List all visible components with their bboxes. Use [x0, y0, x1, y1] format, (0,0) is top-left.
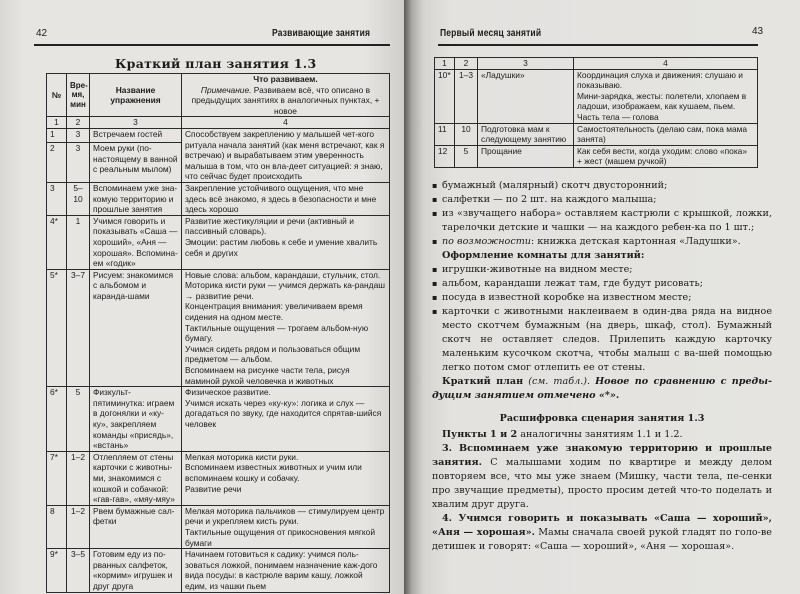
- row-no: 10*: [435, 69, 455, 123]
- row-name: Физкульт-пятиминутка: играем в догонялки и «ку-ку», закрепляем команды «присядь», «встань»: [90, 387, 182, 452]
- row-name: Учимся говорить и показывать «Саша — хороший», «Аня — хорошая». Вспомина-ем «годик»: [90, 215, 182, 269]
- table-row: [47, 269, 390, 387]
- header-rule: [34, 44, 390, 46]
- table-row: [435, 145, 758, 167]
- room-heading: Оформление комнаты для занятий:: [442, 250, 645, 261]
- points-text: аналогичны занятиям 1.1 и 1.2.: [520, 429, 683, 440]
- list-item: ▪ посуда в известной коробке на известном месте;: [432, 291, 772, 305]
- row-name: Вспоминаем уже зна-комую территорию и прошлые занятия: [90, 182, 182, 215]
- room-list: [432, 263, 772, 375]
- row-time: 5–10: [67, 182, 90, 215]
- row-time: 3–5: [67, 549, 90, 592]
- row-what: [182, 387, 390, 452]
- row-what: [182, 269, 390, 387]
- list-item: ▪ из «звучащего набора» оставляем кастрюли с крышкой, ложки, тарелочки детские и чашки — на каждого ребен-ка по 1 шт.;: [432, 207, 772, 235]
- row-name: Встречаем гостей: [90, 128, 182, 142]
- col-number: 2: [455, 58, 478, 70]
- what-line: Начинаем готовиться к садику: учимся поль-зоваться ложкой, понимаем назначение каж-дого вида посуды: в кастрюле варим кашу, ложкой едим, из чашки пьем: [185, 549, 378, 591]
- row-what: Способствуем закреплению у малышей чет-кого ритуала начала занятий (как меня встречают, как я встречаю) и вырабатываем этим уверенность малыша в том, что он вла-деет ситуацией: я знаю, что сейчас будет происходить: [182, 128, 390, 182]
- header-rule: [438, 44, 758, 46]
- header-name: Название упражнения: [90, 74, 182, 117]
- row-time: 5: [455, 145, 478, 167]
- plan-ref: (см. табл.).: [528, 376, 591, 387]
- row-time: 1–2: [67, 451, 90, 505]
- header-no: №: [47, 74, 67, 117]
- section-heading: Расшифровка сценария занятия 1.3: [499, 413, 705, 424]
- body-text: [432, 179, 772, 554]
- row-what: Закрепление устойчивого ощущения, что мне здесь всё знакомо, я здесь в безопасности и мне здесь хорошо: [182, 182, 390, 215]
- page-number: 42: [36, 28, 48, 39]
- row-no: 2: [47, 143, 67, 183]
- row-what: [574, 145, 758, 167]
- right-running-title: [440, 28, 559, 39]
- row-name: Рисуем: знакомимся с альбомом и каранда-шами: [90, 269, 182, 387]
- row-name: «Ладушки»: [478, 69, 574, 123]
- what-line: Эмоции: растим любовь к себе и умение хвалить себя и других: [185, 236, 378, 258]
- what-line: Моторика кисти руки — учимся держать ка-рандаш → развитие речи.: [185, 280, 385, 301]
- column-number-row: [47, 117, 390, 129]
- table-row: [47, 215, 390, 269]
- row-no: 8: [47, 505, 67, 548]
- what-line: Вспоминаем известных животных и учим или вспоминаем кошку и собачку.: [185, 462, 362, 483]
- item3-text: С малышами ходим по квартире и между делом повторяем все, что мы уже знаем (Мишку, части тела, пе-сенки про звучащие предметы), просто просим детей что-то поделать и хвалим друг друга.: [432, 457, 772, 510]
- running-title: Первый месяц занятий: [440, 28, 542, 39]
- col-number: 1: [47, 117, 67, 129]
- optional-label: по возможности: [442, 236, 531, 247]
- list-item: [432, 235, 772, 249]
- table-row: [47, 451, 390, 505]
- table-row: [435, 123, 758, 145]
- what-line: Самостоятельность (делаю сам, пока мама занята): [577, 123, 748, 145]
- what-line: Учимся сидеть рядом и пользоваться общим предметом — альбом.: [185, 343, 361, 365]
- plan-paragraph: [432, 375, 772, 403]
- item4-paragraph: [432, 512, 772, 554]
- row-no: 5*: [47, 269, 67, 387]
- what-line: Тактильные ощущения — трогаем альбом-ную бумагу.: [185, 322, 369, 344]
- materials-list: [432, 179, 772, 249]
- row-no: 11: [435, 123, 455, 145]
- col-number: 4: [574, 58, 758, 70]
- what-line: Часть тела — голова: [577, 111, 659, 122]
- what-line: Тактильные ощущения от прикосновения мягкой бумаги: [185, 526, 376, 548]
- item3-bold: 3. Вспоминаем уже знакомую территорию и прошлые занятия.: [432, 443, 772, 468]
- row-what: [182, 215, 390, 269]
- item3-paragraph: [432, 442, 772, 512]
- lesson-plan-table: [46, 73, 390, 593]
- item4-text: Мамы сначала своей рукой гладят по голо-ве детишек и говорят: «Саша — хороший», «Аня — хорошая».: [432, 527, 772, 552]
- running-title: Развивающие занятия: [272, 28, 371, 39]
- row-time: 10: [455, 123, 478, 145]
- what-line: Новые слова: альбом, карандаши, стульчик, стол.: [185, 269, 381, 280]
- list-item: ▪ альбом, карандаши лежат там, где будут рисовать;: [432, 277, 772, 291]
- row-time: 3: [67, 143, 90, 183]
- row-no: 3: [47, 182, 67, 215]
- header-what: [182, 74, 390, 117]
- list-item: ▪ карточки с животными наклеиваем в один-два ряда на видное место скотчем бумажным (на дверь, шкаф, стол). Бумажный скотч не оставляет следов. Прилепить каждую карточку маленьким кусочком скотча, чтобы малыш с ва-шей помощью легко потом смог отлепить ее от стены.: [432, 305, 772, 375]
- what-line: Развитие речи: [185, 483, 242, 494]
- points-bold: Пункты 1 и 2: [442, 429, 518, 440]
- table-row: [47, 387, 390, 452]
- header-note-text: Развиваем всё, что описано в предыдущих занятиях в аналогичных пунктах, + новое: [191, 84, 380, 116]
- row-what: [182, 549, 390, 592]
- row-no: 7*: [47, 451, 67, 505]
- table-row: [47, 182, 390, 215]
- item4-bold: 4. Учимся говорить и показывать «Саша — хороший», «Аня — хорошая».: [432, 513, 772, 538]
- what-line: Вспоминаем на рисунке части тела, рисуя маминой рукой человечка и животных: [185, 365, 350, 386]
- table-title: Краткий план занятия 1.3: [115, 56, 317, 71]
- what-line: Концентрация внимания: увеличиваем время сидения на одном месте.: [185, 301, 363, 323]
- row-what: [182, 505, 390, 548]
- row-no: 12: [435, 145, 455, 167]
- plan-label: Краткий план: [442, 376, 524, 387]
- header-what-title: Что развиваем.: [253, 74, 318, 84]
- row-time: 3–7: [67, 269, 90, 387]
- what-line: Учимся искать через «ку-ку»: логика и слух — догадаться по звуку, где находится спрятав-шийся человек: [185, 397, 382, 429]
- right-page-number: [752, 26, 763, 37]
- list-item: ▪ игрушки-животные на видном месте;: [432, 263, 772, 277]
- row-name: Отлепляем от стены карточки с животны-ми, знакомимся с кошкой и собачкой: «гав-гав», «мяу-мяу»: [90, 451, 182, 505]
- page-number: 43: [752, 26, 764, 37]
- what-line: Мелкая моторика кисти руки.: [185, 451, 299, 462]
- left-running-title: [272, 28, 388, 39]
- row-no: 9*: [47, 549, 67, 592]
- what-line: Мелкая моторика пальчиков — стимулируем центр речи и укрепляем кисть руки.: [185, 505, 385, 527]
- header-time: Вре-мя, мин: [67, 74, 90, 117]
- what-line: Координация слуха и движения: слушаю и показываю.: [577, 69, 743, 91]
- col-number: 3: [90, 117, 182, 129]
- col-number: 2: [67, 117, 90, 129]
- points-paragraph: [432, 428, 772, 442]
- col-number: 1: [435, 58, 455, 70]
- row-name: Моем руки (по-настоящему в ванной с реальным мылом): [90, 143, 182, 183]
- what-line: Как себя вести, когда уходим: слово «пока» + жест (машем ручкой): [577, 145, 747, 167]
- header-note-label: Примечание.: [200, 84, 252, 95]
- lesson-plan-table-continued: [434, 57, 758, 168]
- row-what: [574, 123, 758, 145]
- row-no: 1: [47, 128, 67, 142]
- list-item: ▪ бумажный (малярный) скотч двусторонний;: [432, 179, 772, 193]
- table-header-row: [47, 74, 390, 117]
- row-what: [182, 451, 390, 505]
- what-line: Развитие жестикуляции и речи (активный и пассивный словарь).: [185, 215, 354, 237]
- row-name: Рвем бумажные сал-фетки: [90, 505, 182, 548]
- col-number: 3: [478, 58, 574, 70]
- row-time: 1–2: [67, 505, 90, 548]
- row-time: 3: [67, 128, 90, 142]
- row-time: 5: [67, 387, 90, 452]
- row-name: Готовим еду из по-рванных салфеток, «кормим» игрушек и друг друга: [90, 549, 182, 592]
- table-row: [435, 69, 758, 123]
- row-what: [574, 69, 758, 123]
- plan-note: Новое по сравнению с преды-дущим занятием отмечено «*».: [432, 376, 772, 401]
- row-name: Прощание: [478, 145, 574, 167]
- table-row: [47, 505, 390, 548]
- table-row: [47, 549, 390, 592]
- column-number-row: [435, 58, 758, 70]
- what-line: Физическое развитие.: [185, 387, 271, 398]
- what-line: Мини-зарядка, жесты: полетели, хлопаем в ладоши, изображаем, как кушаем, пьем.: [577, 90, 747, 112]
- table-row: [47, 128, 390, 142]
- row-time: 1: [67, 215, 90, 269]
- left-page-number: [36, 28, 47, 39]
- col-number: 4: [182, 117, 390, 129]
- row-name: Подготовка мам к следующему занятию: [478, 123, 574, 145]
- row-no: 4*: [47, 215, 67, 269]
- optional-text: : книжка детская картонная «Ладушки».: [530, 236, 741, 247]
- row-no: 6*: [47, 387, 67, 452]
- list-item: ▪ салфетки — по 2 шт. на каждого малыша;: [432, 193, 772, 207]
- row-time: 1–3: [455, 69, 478, 123]
